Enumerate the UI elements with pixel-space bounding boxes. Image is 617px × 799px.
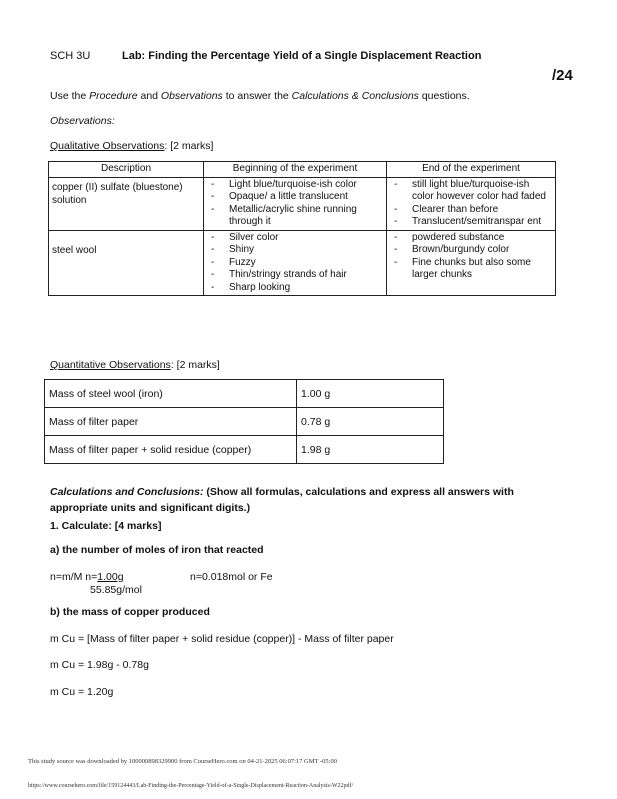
- instructions-mid: to answer the: [222, 90, 292, 102]
- table-row: [45, 380, 444, 408]
- calculations-heading-rest: (Show all formulas, calculations and express all answers with appropriate units and significant digits.): [50, 486, 514, 514]
- mass-value: 1.98 g: [297, 436, 444, 464]
- qualitative-label: Qualitative Observations: [50, 140, 165, 152]
- formula-denominator: 55.85g/mol: [90, 584, 142, 596]
- page-title: Lab: Finding the Percentage Yield of a Single Displacement Reaction: [122, 50, 482, 62]
- row-description: [49, 177, 204, 230]
- list-item: - Fuzzy: [207, 257, 383, 270]
- moles-result: n=0.018mol or Fe: [190, 571, 273, 583]
- observations-heading: Observations:: [50, 115, 115, 127]
- qualitative-heading: [50, 140, 213, 152]
- question-1a: a) the number of moles of iron that reacted: [50, 544, 264, 556]
- question-1: 1. Calculate: [4 marks]: [50, 520, 162, 532]
- list-item: - Brown/burgundy color: [390, 244, 552, 257]
- table-header-row: [49, 162, 556, 178]
- table-row: [45, 436, 444, 464]
- calculations-heading-italic: Calculations and Conclusions:: [50, 486, 204, 498]
- mass-value: 1.00 g: [297, 380, 444, 408]
- list-item: - Shiny: [207, 244, 383, 257]
- header-description: Description: [49, 162, 204, 178]
- list-item: - Clearer than before: [390, 204, 552, 217]
- quantitative-label: Quantitative Observations: [50, 359, 171, 371]
- header-beginning: Beginning of the experiment: [204, 162, 387, 178]
- list-item: - Thin/stringy strands of hair: [207, 269, 383, 282]
- quantitative-heading: [50, 359, 220, 371]
- mass-value: 0.78 g: [297, 408, 444, 436]
- instructions-post: questions.: [418, 90, 470, 102]
- table-row: [45, 408, 444, 436]
- list-item: - Sharp looking: [207, 282, 383, 295]
- description-text: copper (II) sulfate (bluestone) solution: [52, 182, 183, 206]
- calculations-heading: [50, 484, 570, 516]
- instructions-calc: Calculations & Conclusions: [291, 90, 419, 102]
- list-item: - powdered substance: [390, 232, 552, 245]
- table-row: [49, 177, 556, 230]
- row-beginning: [204, 230, 387, 296]
- table-row: [49, 230, 556, 296]
- formula-numerator: 1.00g: [97, 571, 124, 583]
- formula-prefix: n=m/M n=: [50, 571, 98, 583]
- list-item: - Light blue/turquoise-ish color: [207, 179, 383, 192]
- mass-label: Mass of filter paper + solid residue (copper): [45, 436, 297, 464]
- list-item: - Translucent/semitranspar ent: [390, 216, 552, 229]
- mass-label: Mass of steel wool (iron): [45, 380, 297, 408]
- footer-url[interactable]: https://www.coursehero.com/file/159124443/Lab-Finding-the-Percentage-Yield-of-a-Single-Displacement-Reaction-Analysis-W22pdf/: [28, 783, 354, 789]
- instructions-pre: Use the: [50, 90, 90, 102]
- course-code: SCH 3U: [50, 50, 91, 62]
- list-item: - Opaque/ a little translucent: [207, 191, 383, 204]
- list-item: - Silver color: [207, 232, 383, 245]
- copper-mass-line-2: m Cu = 1.98g - 0.78g: [50, 659, 149, 671]
- moles-formula: [50, 571, 124, 583]
- instructions-observations: Observations: [160, 90, 223, 102]
- row-end: [387, 177, 556, 230]
- row-description: [49, 230, 204, 296]
- qualitative-table: [48, 161, 556, 296]
- question-1b: b) the mass of copper produced: [50, 606, 210, 618]
- instructions: [50, 90, 470, 102]
- header-end: End of the experiment: [387, 162, 556, 178]
- list-item: - Fine chunks but also some larger chunks: [390, 257, 552, 282]
- copper-mass-line-1: m Cu = [Mass of filter paper + solid residue (copper)] - Mass of filter paper: [50, 633, 394, 645]
- row-end: [387, 230, 556, 296]
- copper-mass-line-3: m Cu = 1.20g: [50, 686, 114, 698]
- total-score: /24: [552, 67, 573, 84]
- quantitative-marks: : [2 marks]: [170, 359, 220, 371]
- qualitative-marks: : [2 marks]: [164, 140, 214, 152]
- footer-source: This study source was downloaded by 100000898329900 from CourseHero.com on 04-21-2025 06:07:17 GMT -05:00: [28, 758, 337, 765]
- mass-label: Mass of filter paper: [45, 408, 297, 436]
- quantitative-table: [44, 379, 444, 464]
- instructions-procedure: Procedure: [89, 90, 138, 102]
- instructions-and: and: [137, 90, 161, 102]
- row-beginning: [204, 177, 387, 230]
- description-text: steel wool: [52, 244, 97, 256]
- list-item: - Metallic/acrylic shine running through it: [207, 204, 383, 229]
- list-item: - still light blue/turquoise-ish color however color had faded: [390, 179, 552, 204]
